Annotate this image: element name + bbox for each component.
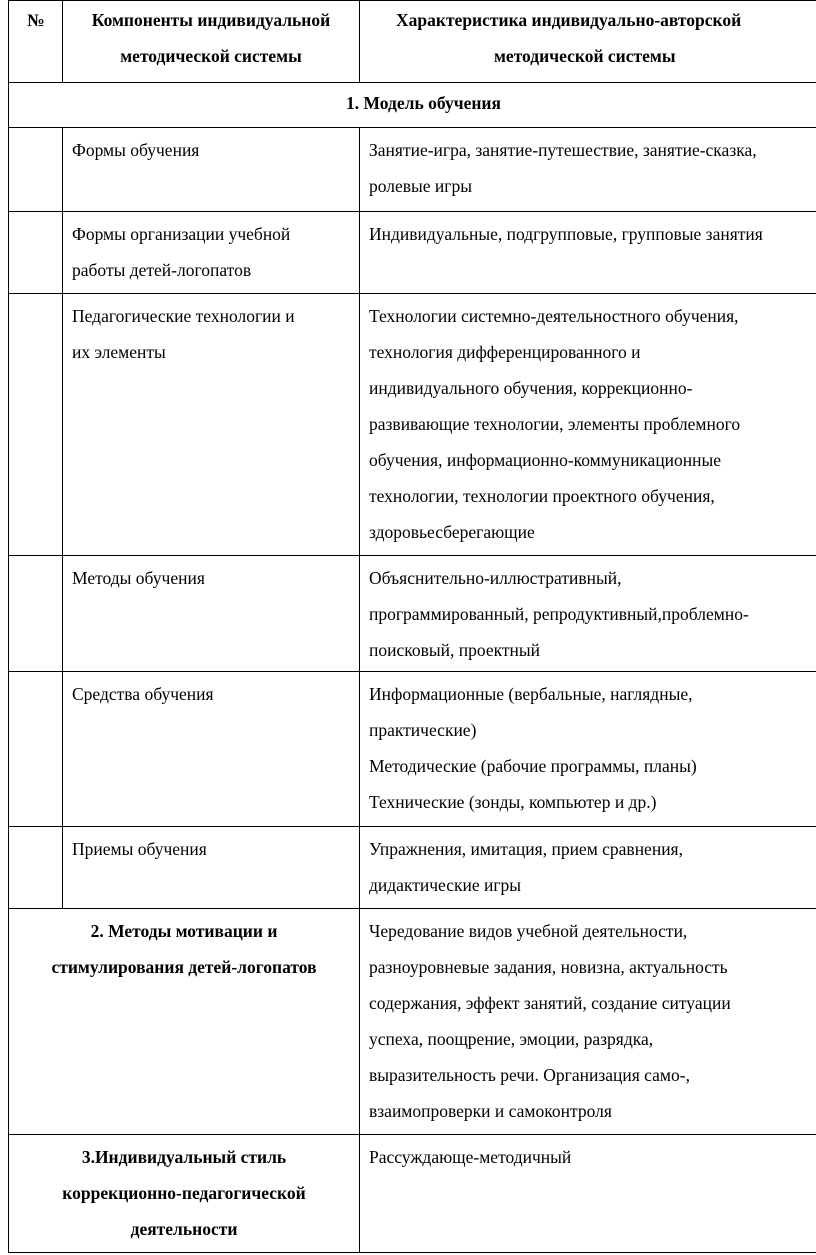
section-style-title: 3.Индивидуальный стиль коррекционно-педагогической деятельности [9, 1135, 360, 1253]
table-row [9, 128, 816, 212]
methodology-table [8, 0, 816, 1253]
row-value: Занятие-игра, занятие-путешествие, занятие-сказка, ролевые игры [360, 128, 816, 212]
row-label: Методы обучения [63, 556, 360, 672]
table-row [9, 556, 816, 672]
row-value: Технологии системно-деятельностного обучения, технология дифференцированного и индивидуального обучения, коррекционно- развивающие технологии, элементы проблемного обучения, информационно-коммуникационные технологии, технологии проектного обучения, здоровьесберегающие [360, 294, 816, 556]
table-row [9, 827, 816, 909]
section-model-row [9, 83, 816, 128]
row-label: Формы обучения [63, 128, 360, 212]
row-value: Упражнения, имитация, прием сравнения, дидактические игры [360, 827, 816, 909]
section-style-row [9, 1135, 816, 1253]
table-row [9, 212, 816, 294]
header-number: № [9, 1, 63, 83]
section-model-title: 1. Модель обучения [9, 83, 816, 128]
table-row [9, 672, 816, 827]
section-motivation-value: Чередование видов учебной деятельности, разноуровневые задания, новизна, актуальность содержания, эффект занятий, создание ситуации успеха, поощрение, эмоции, разрядка, выразительность речи. Организация само-, взаимопроверки и самоконтроля [360, 909, 816, 1135]
header-components: Компоненты индивидуальной методической системы [63, 1, 360, 83]
row-value: Объяснительно-иллюстративный, программированный, репродуктивный,проблемно- поисковый, проектный [360, 556, 816, 672]
row-label: Средства обучения [63, 672, 360, 827]
header-row [9, 1, 816, 83]
row-label: Педагогические технологии и их элементы [63, 294, 360, 556]
header-characteristics: Характеристика индивидуально-авторской методической системы [360, 1, 816, 83]
row-value: Индивидуальные, подгрупповые, групповые занятия [360, 212, 816, 294]
section-motivation-title: 2. Методы мотивации и стимулирования детей-логопатов [9, 909, 360, 1135]
row-value: Информационные (вербальные, наглядные, практические) Методические (рабочие программы, планы) Технические (зонды, компьютер и др.) [360, 672, 816, 827]
row-label: Формы организации учебной работы детей-логопатов [63, 212, 360, 294]
table-row [9, 294, 816, 556]
section-style-value: Рассуждающе-методичный [360, 1135, 816, 1253]
row-label: Приемы обучения [63, 827, 360, 909]
section-motivation-row [9, 909, 816, 1135]
